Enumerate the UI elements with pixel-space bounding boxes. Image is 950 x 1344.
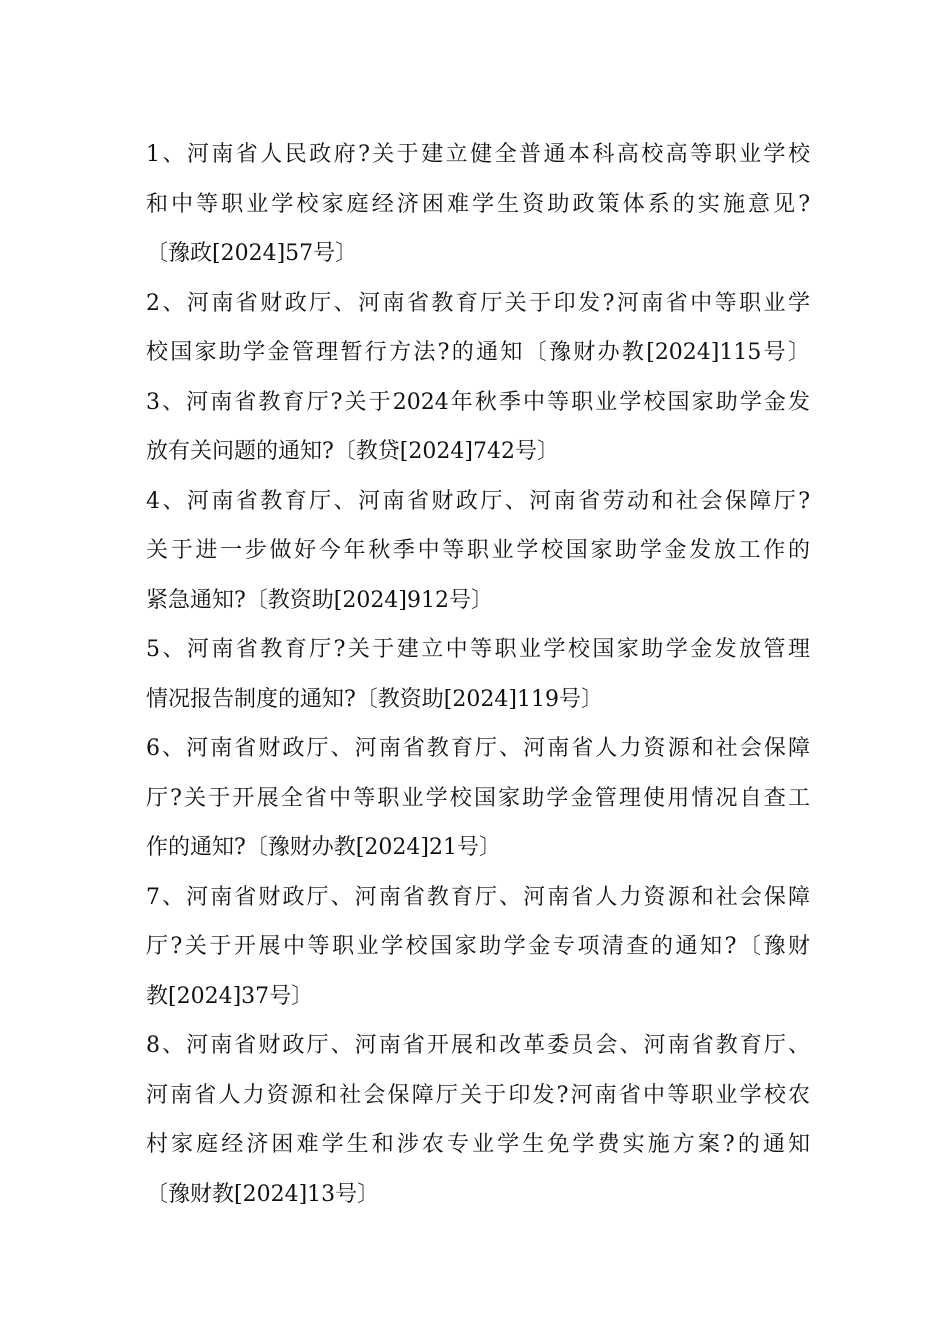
text-line: 4、河南省教育厅、河南省财政厅、河南省劳动和社会保障厅? xyxy=(146,488,810,514)
text-line: 1、河南省人民政府?关于建立健全普通本科高校高等职业学校 xyxy=(146,142,810,167)
text-line: 〔豫政[2024]57号〕 xyxy=(146,241,358,266)
text-line: 关于进一步做好今年秋季中等职业学校国家助学金发放工作的 xyxy=(146,538,810,563)
text-line: 8、河南省财政厅、河南省开展和改革委员会、河南省教育厅、 xyxy=(146,1033,810,1058)
text-line: 教[2024]37号〕 xyxy=(146,983,314,1009)
text-line: 3、河南省教育厅?关于2024年秋季中等职业学校国家助学金发 xyxy=(146,389,810,415)
text-line: 〔豫财教[2024]13号〕 xyxy=(146,1181,380,1207)
text-line: 2、河南省财政厅、河南省教育厅关于印发?河南省中等职业学 xyxy=(146,290,810,316)
text-line: 5、河南省教育厅?关于建立中等职业学校国家助学金发放管理 xyxy=(146,637,810,662)
text-line: 校国家助学金管理暂行方法?的通知〔豫财办教[2024]115号〕 xyxy=(146,340,810,365)
text-line: 6、河南省财政厅、河南省教育厅、河南省人力资源和社会保障 xyxy=(146,736,810,761)
text-line: 放有关问题的通知?〔教贷[2024]742号〕 xyxy=(146,439,559,464)
text-line: 厅?关于开展中等职业学校国家助学金专项清查的通知?〔豫财 xyxy=(146,934,810,959)
text-line: 厅?关于开展全省中等职业学校国家助学金管理使用情况自查工 xyxy=(146,785,810,811)
text-line: 作的通知?〔豫财办教[2024]21号〕 xyxy=(146,835,501,860)
text-line: 河南省人力资源和社会保障厅关于印发?河南省中等职业学校农 xyxy=(146,1082,810,1108)
text-line: 紧急通知?〔教资助[2024]912号〕 xyxy=(146,587,493,613)
text-line: 7、河南省财政厅、河南省教育厅、河南省人力资源和社会保障 xyxy=(146,884,810,910)
text-line: 村家庭经济困难学生和涉农专业学生免学费实施方案?的通知 xyxy=(146,1132,810,1157)
text-line: 和中等职业学校家庭经济困难学生资助政策体系的实施意见? xyxy=(146,191,810,217)
document-body xyxy=(146,130,810,1219)
text-line: 情况报告制度的通知?〔教资助[2024]119号〕 xyxy=(146,686,603,712)
